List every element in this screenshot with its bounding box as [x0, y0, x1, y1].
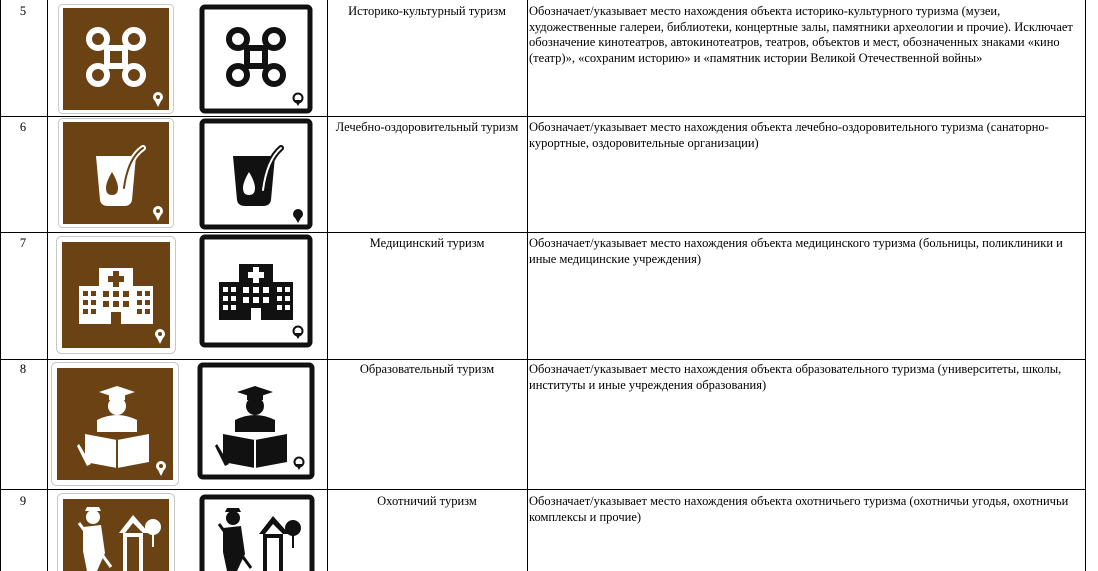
tourism-type-description: Обозначает/указывает место нахождения объекта медицинского туризма (больницы, поликлиники и иные медицинские учреждения): [529, 236, 1063, 266]
command-symbol-icon: [58, 4, 174, 114]
column-divider: [47, 0, 48, 571]
table-border-right: [1085, 0, 1086, 571]
hunter-in-forest-icon: [57, 493, 175, 571]
tourism-type-name: Лечебно-оздоровительный туризм: [335, 120, 519, 134]
hunter-in-forest-icon: [199, 494, 315, 571]
column-divider: [327, 0, 328, 571]
hospital-building-icon: [199, 234, 313, 348]
hospital-building-icon: [56, 236, 176, 354]
tourism-type-description: Обозначает/указывает место нахождения объекта охотничьего туризма (охотничьи угодья, охотничьи комплексы и прочие): [529, 494, 1069, 524]
table-border-left: [0, 0, 1, 571]
mineral-water-cup-icon: [199, 118, 313, 230]
tourism-type-description: Обозначает/указывает место нахождения объекта лечебно-оздоровительного туризма (санаторно-курортные, оздоровительные организации): [529, 120, 1049, 150]
tourism-type-name: Образовательный туризм: [359, 362, 495, 376]
row-number: 7: [19, 236, 27, 250]
row-number: 6: [19, 120, 27, 134]
row-number: 9: [19, 494, 27, 508]
row-divider: [0, 232, 1086, 233]
tourism-type-name: Историко-культурный туризм: [348, 4, 506, 18]
command-symbol-icon: [199, 4, 313, 114]
mineral-water-cup-icon: [58, 118, 174, 228]
tourism-type-name: Медицинский туризм: [369, 236, 485, 250]
column-divider: [527, 0, 528, 571]
row-divider: [0, 116, 1086, 117]
row-number: 8: [19, 362, 27, 376]
tourism-type-description: Обозначает/указывает место нахождения объекта образовательного туризма (университеты, школы, институты и иные учреждения образования): [529, 362, 1062, 392]
row-divider: [0, 359, 1086, 360]
row-number: 5: [19, 4, 27, 18]
tourism-type-description: Обозначает/указывает место нахождения объекта историко-культурного туризма (музеи, художественные галереи, библиотеки, концертные залы, памятники археологии и прочие). Исключает обозначение кинотеатров, автокинотеатров, театров, объектов и мест, обозначенных знаками «кино (театр)», «сохраним историю» и «памятник истории Великой Отечественной войны»: [529, 4, 1073, 65]
tourism-type-name: Охотничий туризм: [377, 494, 477, 508]
graduate-with-book-icon: [197, 362, 315, 480]
graduate-with-book-icon: [51, 362, 179, 486]
row-divider: [0, 489, 1086, 490]
